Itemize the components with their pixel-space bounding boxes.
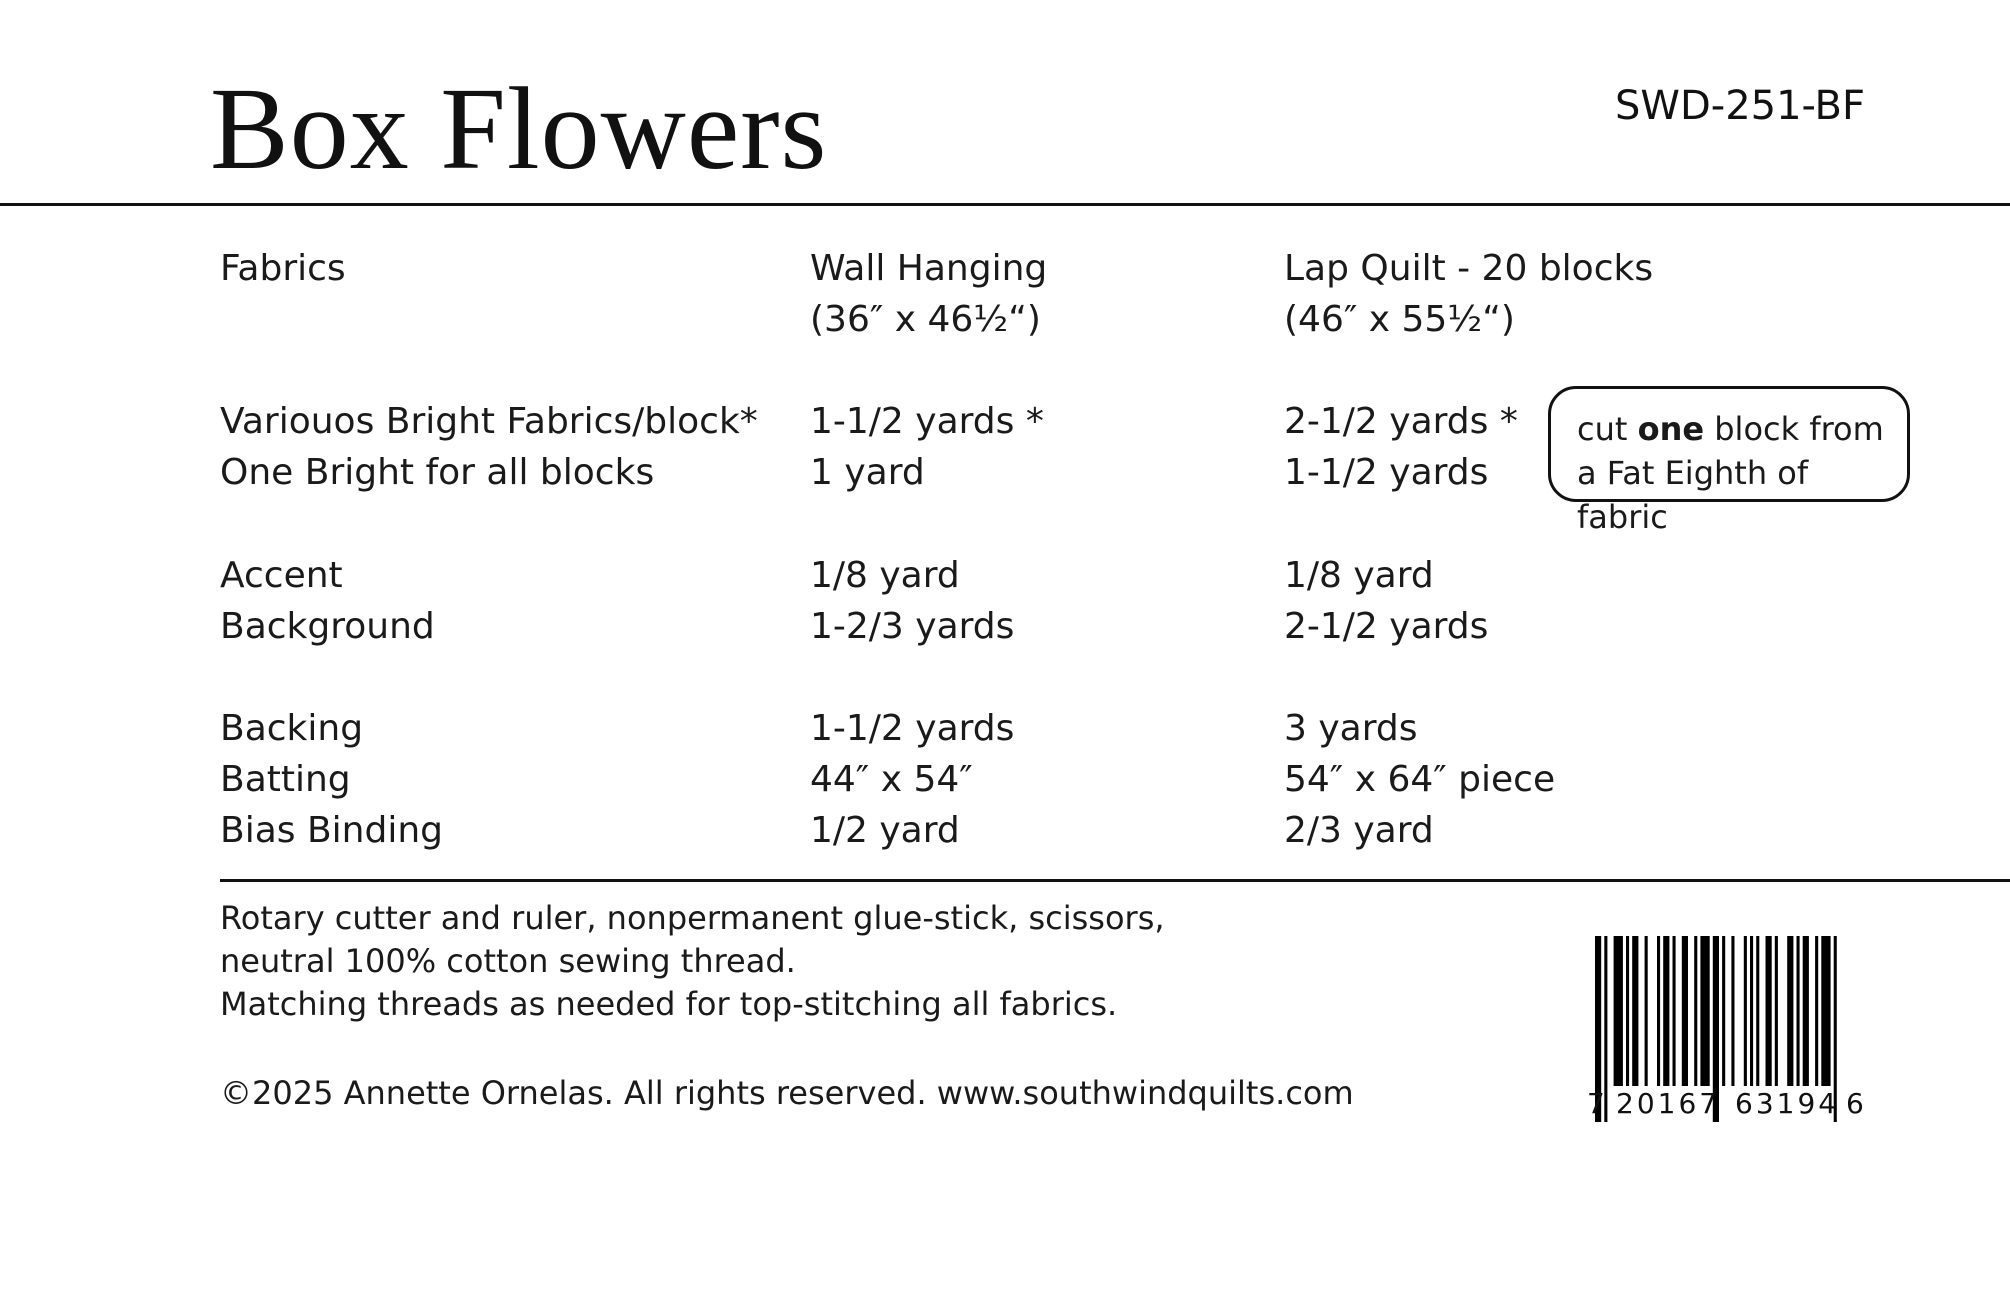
barcode-bar — [1815, 936, 1818, 1086]
notions-line: Rotary cutter and ruler, nonpermanent glue-stick, scissors, — [220, 899, 1165, 937]
barcode-bar — [1626, 936, 1629, 1086]
header-fabrics: Fabrics — [220, 248, 346, 289]
row-wall-value: 1 yard — [810, 452, 925, 493]
row-lap-value: 2/3 yard — [1284, 810, 1434, 851]
barcode-bar — [1657, 936, 1660, 1086]
row-lap-value: 1/8 yard — [1284, 555, 1434, 596]
notions-line: Matching threads as needed for top-stitching all fabrics. — [220, 985, 1118, 1023]
barcode-bar — [1694, 936, 1697, 1086]
barcode-bar — [1731, 936, 1734, 1086]
barcode-bar — [1821, 936, 1830, 1086]
note-suffix: block from — [1704, 410, 1884, 448]
note-line2: a Fat Eighth of fabric — [1577, 454, 1809, 536]
row-wall-value: 1-1/2 yards * — [810, 401, 1044, 442]
barcode-bar — [1756, 936, 1759, 1086]
pattern-title: Box Flowers — [210, 63, 828, 194]
row-lap-value: 3 yards — [1284, 708, 1418, 749]
row-lap-value: 2-1/2 yards — [1284, 606, 1489, 647]
barcode-digit-first: 7 — [1587, 1087, 1605, 1120]
row-lap-value: 1-1/2 yards — [1284, 452, 1489, 493]
barcode-bar — [1722, 936, 1725, 1086]
barcode-bar — [1744, 936, 1747, 1086]
barcode-bar — [1750, 936, 1753, 1086]
row-label: Background — [220, 606, 435, 647]
row-label: Backing — [220, 708, 364, 749]
barcode-digits-left: 20167 — [1616, 1087, 1721, 1120]
row-wall-value: 1-2/3 yards — [810, 606, 1015, 647]
middle-divider — [220, 879, 2010, 882]
header-wall-hanging: Wall Hanging — [810, 248, 1048, 289]
pattern-sku: SWD-251-BF — [1615, 83, 1865, 129]
row-label: Variouos Bright Fabrics/block* — [220, 401, 758, 442]
barcode-bar — [1787, 936, 1793, 1086]
barcode-digit-last: 6 — [1846, 1087, 1864, 1120]
barcode-bar — [1700, 936, 1709, 1086]
copyright-line: ©2025 Annette Ornelas. All rights reserved. www.southwindquilts.com — [220, 1074, 1354, 1112]
row-lap-value: 2-1/2 yards * — [1284, 401, 1518, 442]
barcode-bar — [1632, 936, 1638, 1086]
notions-list — [220, 897, 1165, 1026]
fat-eighth-note — [1548, 386, 1910, 536]
notions-line: neutral 100% cotton sewing thread. — [220, 942, 796, 980]
row-wall-value: 1-1/2 yards — [810, 708, 1015, 749]
barcode-bar — [1766, 936, 1772, 1086]
note-bold: one — [1637, 410, 1705, 448]
row-label: Bias Binding — [220, 810, 443, 851]
barcode-bar — [1663, 936, 1669, 1086]
barcode-bar — [1682, 936, 1688, 1086]
barcode-bar — [1614, 936, 1623, 1086]
row-wall-value: 1/2 yard — [810, 810, 960, 851]
header-wall-hanging-size: (36″ x 46½“) — [810, 299, 1041, 340]
top-divider — [0, 203, 2010, 206]
note-prefix: cut — [1577, 410, 1638, 448]
barcode-bar — [1803, 936, 1809, 1086]
row-wall-value: 44″ x 54″ — [810, 759, 973, 800]
barcode-bar — [1645, 936, 1648, 1086]
header-lap-quilt: Lap Quilt - 20 blocks — [1284, 248, 1654, 289]
row-label: Batting — [220, 759, 351, 800]
barcode-bar — [1797, 936, 1800, 1086]
row-label: One Bright for all blocks — [220, 452, 655, 493]
barcode-bar — [1673, 936, 1676, 1086]
header-lap-quilt-size: (46″ x 55½“) — [1284, 299, 1515, 340]
barcode-digits-right: 63194 — [1735, 1087, 1840, 1120]
row-label: Accent — [220, 555, 343, 596]
row-wall-value: 1/8 yard — [810, 555, 960, 596]
barcode-bar — [1775, 936, 1778, 1086]
row-lap-value: 54″ x 64″ piece — [1284, 759, 1556, 800]
